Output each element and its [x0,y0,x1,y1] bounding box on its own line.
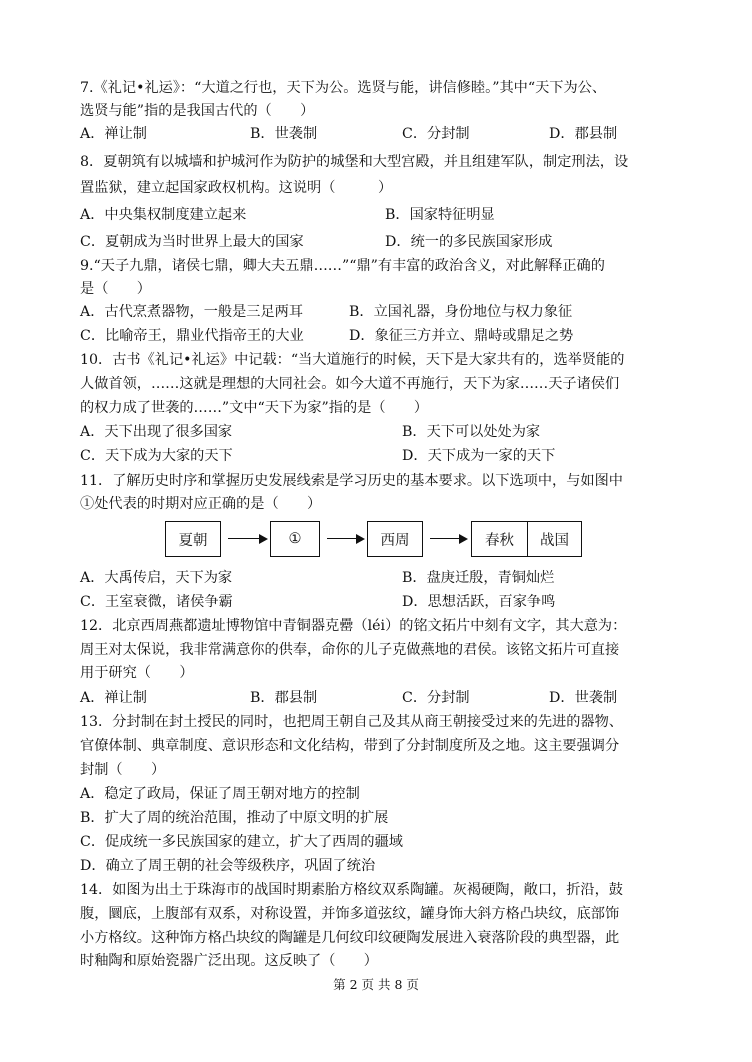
question-12-option-b: B．郡县制 [250,690,318,706]
question-8-option-c: C．夏朝成为当时世界上最大的国家 [80,234,304,250]
question-10-option-c: C．天下成为大家的天下 [80,448,233,464]
question-14-stem-line-3: 小方格纹。这种饰方格凸块纹的陶罐是几何纹印纹硬陶发展进入衰落阶段的典型器，此 [80,930,620,946]
question-12-option-d: D．世袭制 [549,690,618,706]
question-11-option-b: B．盘庚迁殷，青铜灿烂 [402,570,555,586]
page-number-footer: 第 2 页 共 8 页 [333,977,419,992]
question-7-stem-line-2: 选贤与能”指的是我国古代的（ ） [80,103,315,119]
question-14-stem-line-2: 腹，圜底，上腹部有双系，对称设置，并饰多道弦纹，罐身饰大斜方格凸块纹，底部饰 [80,906,620,922]
question-11-option-a: A．大禹传启，天下为家 [80,570,233,586]
question-14-stem-line-1: 14．如图为出土于珠海市的战国时期素胎方格纹双系陶罐。灰褐硬陶，敞口，折沿，鼓 [80,882,623,898]
question-9-option-d: D．象征三方并立、鼎峙或鼎足之势 [349,328,574,344]
question-13-stem-line-2: 官僚体制、典章制度、意识形态和文化结构，带到了分封制度所及之地。这主要强调分 [80,738,620,754]
question-10-option-a: A．天下出现了很多国家 [80,424,233,440]
timeline-arrow-3 [430,538,466,539]
question-7-option-b: B．世袭制 [250,126,318,142]
question-13-stem-line-1: 13．分封制在封土授民的同时，也把周王朝自己及其从商王朝接受过来的先进的器物、 [80,714,623,730]
question-13-option-b: B．扩大了周的统治范围，推动了中原文明的扩展 [80,810,389,826]
question-7-option-c: C．分封制 [402,126,470,142]
timeline-arrow-1 [228,538,266,539]
question-9-option-b: B．立国礼器，身份地位与权力象征 [349,304,573,320]
question-11-option-c: C．王室衰微，诸侯争霸 [80,594,233,610]
question-12-option-a: A．禅让制 [80,690,147,706]
question-14-stem-line-4: 时釉陶和原始瓷器广泛出现。这反映了（ ） [80,953,378,969]
question-9-stem-line-1: 9.“天子九鼎，诸侯七鼎，卿大夫五鼎……”“鼎”有丰富的政治含义，对此解释正确的 [80,258,605,274]
timeline-box-western-zhou: 西周 [367,521,423,557]
question-7-stem-line-1: 7.《礼记•礼运》：“大道之行也，天下为公。选贤与能，讲信修睦。”其中“天下为公、 [80,80,607,96]
question-12-stem-line-2: 周王对太保说，我非常满意你的供奉，命你的儿子克做燕地的君侯。该铭文拓片可直接 [80,642,620,658]
timeline-cell-spring-autumn: 春秋 [472,522,528,556]
question-10-stem-line-2: 人做首领，……这就是理想的大同社会。如今大道不再施行，天下为家……天子诸侯们 [80,376,620,392]
question-12-stem-line-3: 用于研究（ ） [80,665,194,681]
question-12-option-c: C．分封制 [402,690,470,706]
question-8-option-d: D．统一的多民族国家形成 [385,234,553,250]
question-8-option-b: B．国家特征明显 [385,207,495,223]
question-11-stem-line-2: ①处代表的时期对应正确的是（ ） [80,496,322,512]
question-10-option-b: B．天下可以处处为家 [402,424,541,440]
question-9-option-c: C．比喻帝王，鼎业代指帝王的大业 [80,328,304,344]
timeline-box-xia: 夏朝 [165,521,221,557]
timeline-arrow-2 [327,538,363,539]
question-10-stem-line-3: 的权力成了世袭的……”文中“天下为家”指的是（ ） [80,400,429,416]
question-10-option-d: D．天下成为一家的天下 [402,448,556,464]
question-12-stem-line-1: 12．北京西周燕都遗址博物馆中青铜器克罍（léi）的铭文拓片中刻有文字，其大意为： [80,618,627,634]
question-8-stem-line-2: 置监狱，建立起国家政权机构。这说明（ ） [80,180,393,196]
question-13-option-c: C．促成统一多民族国家的建立，扩大了西周的疆域 [80,834,403,850]
timeline-box-placeholder: ① [270,521,320,557]
question-7-option-d: D．郡县制 [549,126,618,142]
timeline-cell-warring-states: 战国 [540,532,569,549]
question-13-option-a: A．稳定了政局，保证了周王朝对地方的控制 [80,786,360,802]
question-13-option-d: D．确立了周王朝的社会等级秩序，巩固了统治 [80,858,376,874]
question-8-option-a: A．中央集权制度建立起来 [80,207,247,223]
question-10-stem-line-1: 10．古书《礼记•礼运》中记载：“当大道施行的时候，天下是大家共有的，选举贤能的 [80,352,625,368]
question-11-stem-line-1: 11．了解历史时序和掌握历史发展线索是学习历史的基本要求。以下选项中，与如图中 [80,473,623,489]
timeline-box-spring-autumn-warring-states [471,521,582,557]
question-8-stem-line-1: 8．夏朝筑有以城墙和护城河作为防护的城堡和大型宫殿，并且组建军队，制定刑法，设 [80,154,629,170]
question-11-option-d: D．思想活跃，百家争鸣 [402,594,556,610]
question-7-option-a: A．禅让制 [80,126,147,142]
question-13-stem-line-3: 封制（ ） [80,762,166,778]
question-9-stem-line-2: 是（ ） [80,281,151,297]
question-9-option-a: A．古代烹煮器物，一般是三足两耳 [80,304,304,320]
